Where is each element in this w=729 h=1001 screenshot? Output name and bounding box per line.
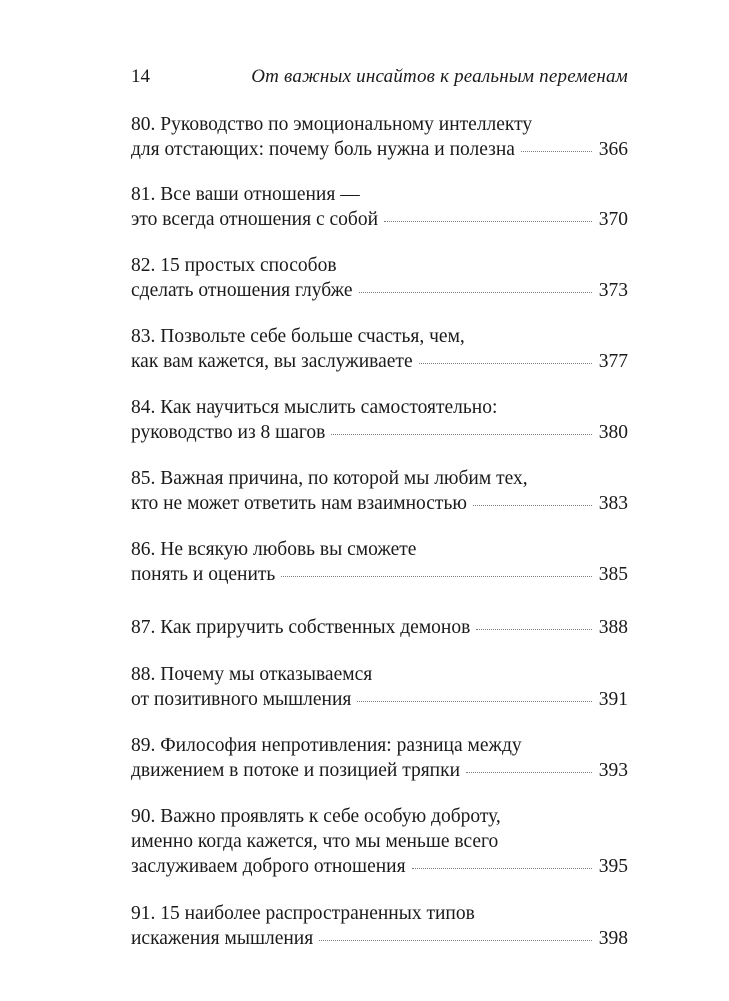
toc-entry	[131, 253, 628, 303]
toc-page-number: 380	[598, 422, 628, 443]
toc-entry-line: 90. Важно проявлять к себе особую доброту,	[131, 806, 501, 827]
toc-entry-line: это всегда отношения с собой	[131, 209, 379, 230]
toc-entry-line: 84. Как научиться мыслить самостоятельно:	[131, 397, 498, 418]
toc-entry	[131, 466, 628, 516]
dot-leader	[412, 868, 592, 869]
toc-entry-last-line	[131, 278, 628, 303]
toc-page-number: 370	[598, 209, 628, 230]
toc-entry-last-line	[131, 854, 628, 879]
toc-entry-line: от позитивного мышления	[131, 689, 352, 710]
toc-page-number: 385	[598, 564, 628, 585]
toc-entry-line: руководство из 8 шагов	[131, 422, 326, 443]
dot-leader	[473, 505, 592, 506]
dot-leader	[281, 576, 591, 577]
toc-entry-last-line	[131, 562, 628, 587]
dot-leader	[384, 221, 592, 222]
toc-entry-line: 89. Философия непротивления: разница между	[131, 735, 522, 756]
toc-entry-line: 91. 15 наиболее распространенных типов	[131, 903, 475, 924]
toc-page-number: 377	[598, 351, 628, 372]
toc-entry-line: понять и оценить	[131, 564, 276, 585]
toc-entry-line: для отстающих: почему боль нужна и полезна	[131, 139, 515, 160]
toc-entry	[131, 182, 628, 232]
toc-entry	[131, 395, 628, 445]
toc-entry-line: заслуживаем доброго отношения	[131, 856, 406, 877]
dot-leader	[319, 940, 592, 941]
dot-leader	[466, 772, 592, 773]
toc-page-number: 398	[598, 928, 628, 949]
toc-entry	[131, 901, 628, 951]
toc-page-number: 388	[598, 617, 628, 638]
toc-entry-line: сделать отношения глубже	[131, 280, 353, 301]
toc-entry-line: 83. Позвольте себе больше счастья, чем,	[131, 326, 465, 347]
toc-entry	[131, 112, 628, 162]
toc-entry-last-line	[131, 420, 628, 445]
dot-leader	[476, 629, 591, 630]
dot-leader	[419, 363, 592, 364]
toc-entry-last-line	[131, 349, 628, 374]
toc-entry	[131, 537, 628, 587]
dot-leader	[331, 434, 591, 435]
toc-entry-line: искажения мышления	[131, 928, 314, 949]
toc-entry-line: кто не может ответить нам взаимностью	[131, 493, 467, 514]
toc-entry-last-line	[131, 491, 628, 516]
toc-page-number: 373	[598, 280, 628, 301]
toc-entry-last-line	[131, 926, 628, 951]
toc-page-number: 391	[598, 689, 628, 710]
toc-entry-line: 87. Как приручить собственных демонов	[131, 617, 471, 638]
toc-page-number: 395	[598, 856, 628, 877]
toc-entry-last-line	[131, 137, 628, 162]
toc-entry-line: 80. Руководство по эмоциональному интеллекту	[131, 114, 533, 135]
dot-leader	[357, 701, 591, 702]
dot-leader	[521, 151, 592, 152]
toc-entry	[131, 662, 628, 712]
toc-entry-line: 82. 15 простых способов	[131, 255, 337, 276]
toc-entry-line: 85. Важная причина, по которой мы любим тех,	[131, 468, 528, 489]
toc-page-number: 393	[598, 760, 628, 781]
toc-entry-line: движением в потоке и позицией тряпки	[131, 760, 461, 781]
running-title: От важных инсайтов к реальным переменам	[251, 66, 628, 87]
toc-entry-line: 86. Не всякую любовь вы сможете	[131, 539, 417, 560]
toc-entry	[131, 733, 628, 783]
page-header	[131, 66, 628, 88]
page-number: 14	[131, 66, 150, 87]
toc-page-number: 383	[598, 493, 628, 514]
toc-entry-line: 81. Все ваши отношения —	[131, 184, 360, 205]
toc-page-number: 366	[598, 139, 628, 160]
toc-entry-last-line	[131, 758, 628, 783]
dot-leader	[359, 292, 592, 293]
toc-entry-line: как вам кажется, вы заслуживаете	[131, 351, 413, 372]
toc-entry	[131, 324, 628, 374]
toc-entry	[131, 615, 628, 640]
toc-entry	[131, 804, 628, 879]
toc-entry-line: 88. Почему мы отказываемся	[131, 664, 373, 685]
toc-entry-last-line	[131, 687, 628, 712]
toc-entry-line: именно когда кажется, что мы меньше всего	[131, 831, 499, 852]
toc-entry-last-line	[131, 615, 628, 640]
toc-entry-last-line	[131, 207, 628, 232]
